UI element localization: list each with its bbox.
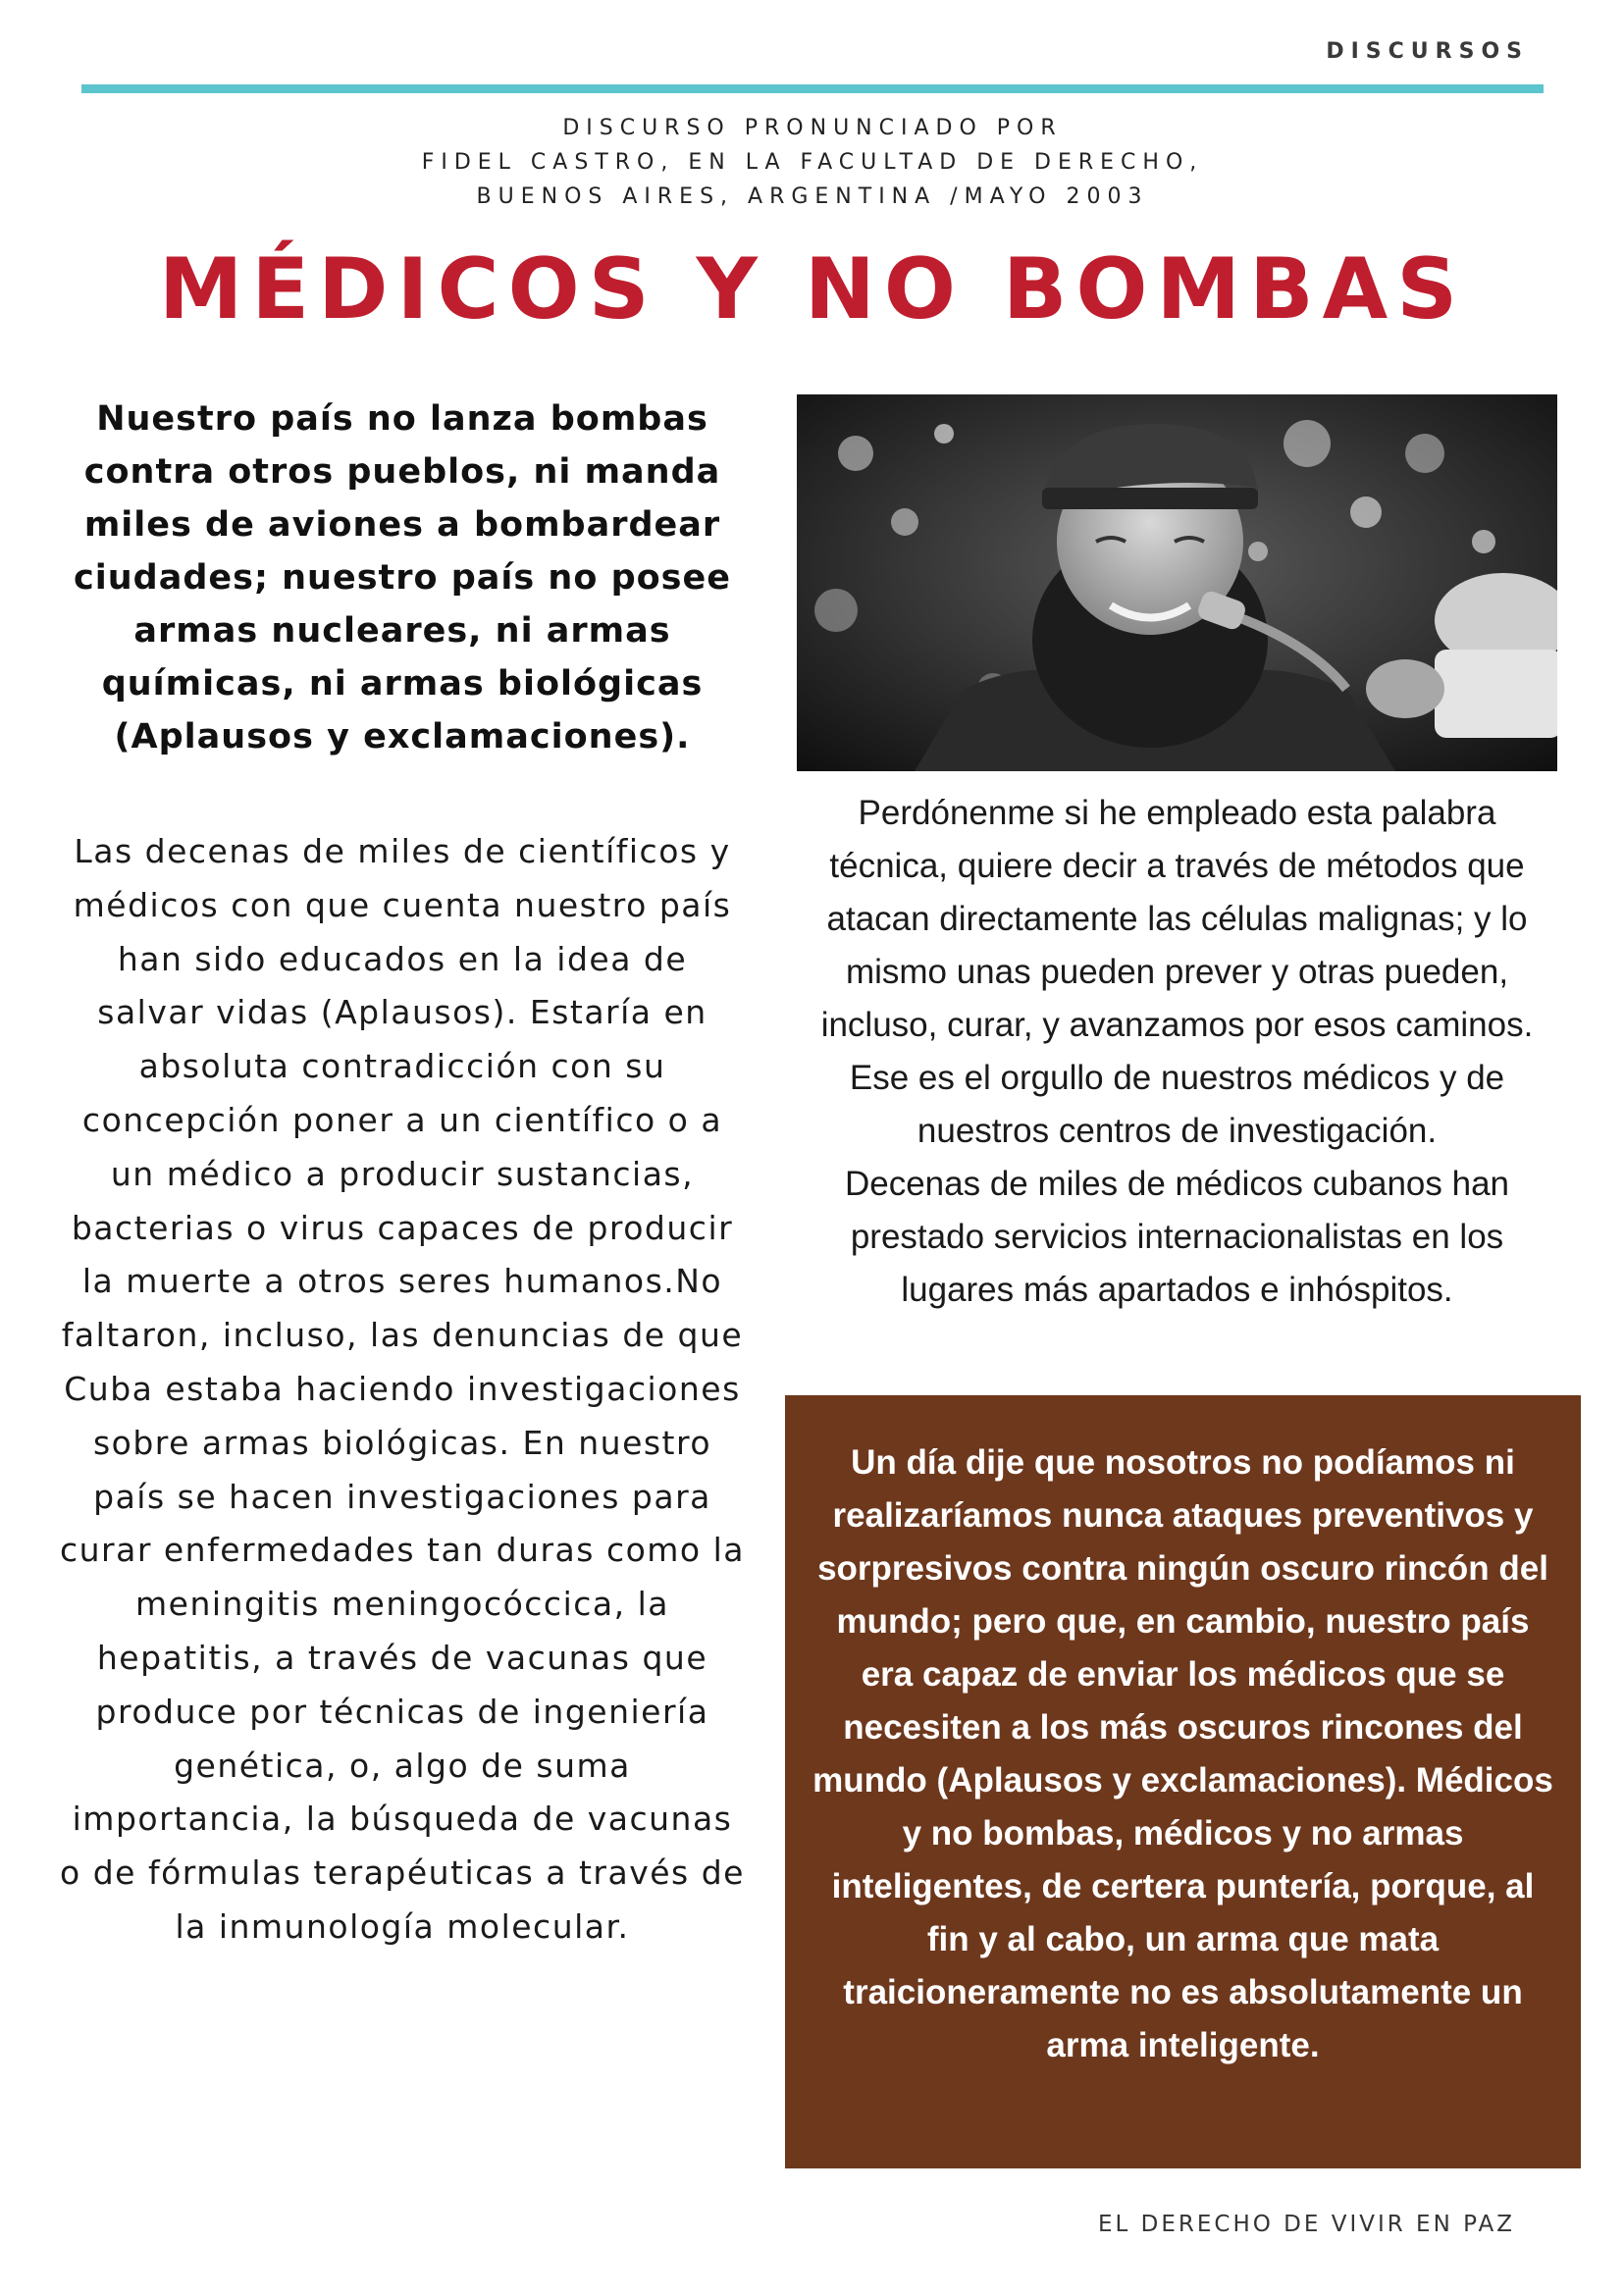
- body-right-paragraph-2: Ese es el orgullo de nuestros médicos y de nuestros centros de investigación.: [849, 1059, 1505, 1150]
- body-text-left: Las decenas de miles de científicos y médicos con que cuenta nuestro país han sido educados en la idea de salvar vidas (Aplausos). Estaría en absoluta contradicción con su concepción poner a un científico o a un médico a producir sustancias, bacterias o virus capaces de producir la muerte a otros seres humanos.No faltaron, incluso, las denuncias de que Cuba estaba haciendo investigaciones sobre armas biológicas. En nuestro país se hacen investigaciones para curar enfermedades tan duras como la meningitis meningocóccica, la hepatitis, a través de vacunas que produce por técnicas de ingeniería genética, o, algo de suma importancia, la búsqueda de vacunas o de fórmulas terapéuticas a través de la inmunología molecular.: [59, 832, 746, 1946]
- attribution-line-2: FIDEL CASTRO, EN LA FACULTAD DE DERECHO,: [421, 150, 1204, 175]
- attribution-line-3: BUENOS AIRES, ARGENTINA /MAYO 2003: [476, 184, 1149, 209]
- body-text-right: [797, 787, 1557, 1317]
- portrait-photo: [797, 394, 1557, 771]
- body-right-paragraph-1: Perdónenme si he empleado esta palabra técnica, quiere decir a través de métodos que atacan directamente las células malignas; y lo mismo unas pueden prever y otras pueden, incluso, curar, y avanzamos por esos caminos.: [820, 794, 1534, 1044]
- footer-text: EL DERECHO DE VIVIR EN PAZ: [1098, 2212, 1515, 2237]
- attribution-line-1: DISCURSO PRONUNCIADO POR: [562, 116, 1063, 140]
- lead-paragraph: Nuestro país no lanza bombas contra otros pueblos, ni manda miles de aviones a bombardear ciudades; nuestro país no posee armas nucleares, ni armas químicas, ni armas biológicas (Aplausos y exclamaciones).: [73, 399, 731, 757]
- section-label: DISCURSOS: [1326, 39, 1529, 64]
- pull-quote-text: Un día dije que nosotros no podíamos ni realizaríamos nunca ataques preventivos y sorpresivos contra ningún oscuro rincón del mundo; pero que, en cambio, nuestro país era capaz de enviar los médicos que se necesiten a los más oscuros rincones del mundo (Aplausos y exclamaciones). Médicos y no bombas, médicos y no armas inteligentes, de certera puntería, porque, al fin y al cabo, un arma que mata traicioneramente no es absolutamente un arma inteligente.: [812, 1443, 1553, 2064]
- page-title: MÉDICOS Y NO BOMBAS: [158, 240, 1467, 339]
- body-right-paragraph-3: Decenas de miles de médicos cubanos han prestado servicios internacionalistas en los lugares más apartados e inhóspitos.: [844, 1165, 1510, 1309]
- portrait-photo-icon: [797, 394, 1557, 771]
- header-divider: [81, 84, 1544, 93]
- attribution: [81, 111, 1544, 214]
- pull-quote-box: [785, 1395, 1581, 2168]
